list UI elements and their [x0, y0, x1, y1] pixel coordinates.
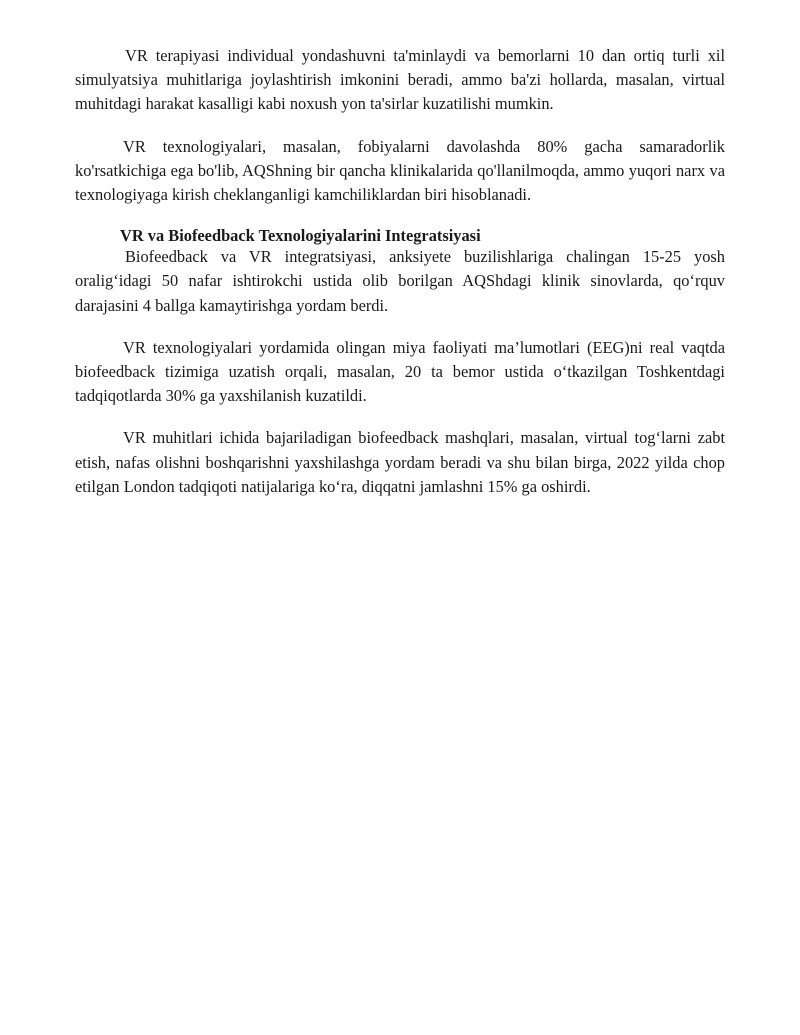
paragraph-eeg-biofeedback: VR texnologiyalari yordamida olingan miya faoliyati ma’lumotlari (EEG)ni real vaqtda biofeedback tizimiga uzatish orqali, masalan, 20 ta bemor ustida o‘tkazilgan Toshkentdagi tadqiqotlarda 30% ga yaxshilanish kuzatildi.: [75, 337, 725, 406]
section-heading: VR va Biofeedback Texnologiyalarini Integratsiyasi: [120, 226, 481, 246]
paragraph-biofeedback-integration: Biofeedback va VR integratsiyasi, anksiyete buzilishlariga chalingan 15-25 yosh oralig‘idagi 50 nafar ishtirokchi ustida olib borilgan AQShdagi klinik sinovlarda, qo‘rquv darajasini 4 ballga kamaytirishga yordam berdi.: [75, 247, 725, 315]
document-page: [75, 44, 725, 499]
paragraph-vr-exercises: VR muhitlari ichida bajariladigan biofeedback mashqlari, masalan, virtual tog‘larni zabt etish, nafas olishni boshqarishni yaxshilashga yordam beradi va shu bilan birga, 2022 yilda chop etilgan London tadqiqoti natijalariga ko‘ra, diqqatni jamlashni 15% ga oshirdi.: [75, 428, 725, 496]
paragraph-vr-phobia: VR texnologiyalari, masalan, fobiyalarni davolashda 80% gacha samaradorlik ko'rsatkichiga ega bo'lib, AQShning bir qancha klinikalarida qo'llanilmoqda, ammo yuqori narx va texnologiyaga kirish cheklanganligi kamchiliklardan biri hisoblanadi.: [75, 136, 725, 205]
paragraph-vr-therapy: VR terapiyasi individual yondashuvni ta'minlaydi va bemorlarni 10 dan ortiq turli xil simulyatsiya muhitlariga joylashtirish imkonini beradi, ammo ba'zi hollarda, masalan, virtual muhitdagi harakat kasalligi kabi noxush yon ta'sirlar kuzatilishi mumkin.: [75, 46, 725, 114]
